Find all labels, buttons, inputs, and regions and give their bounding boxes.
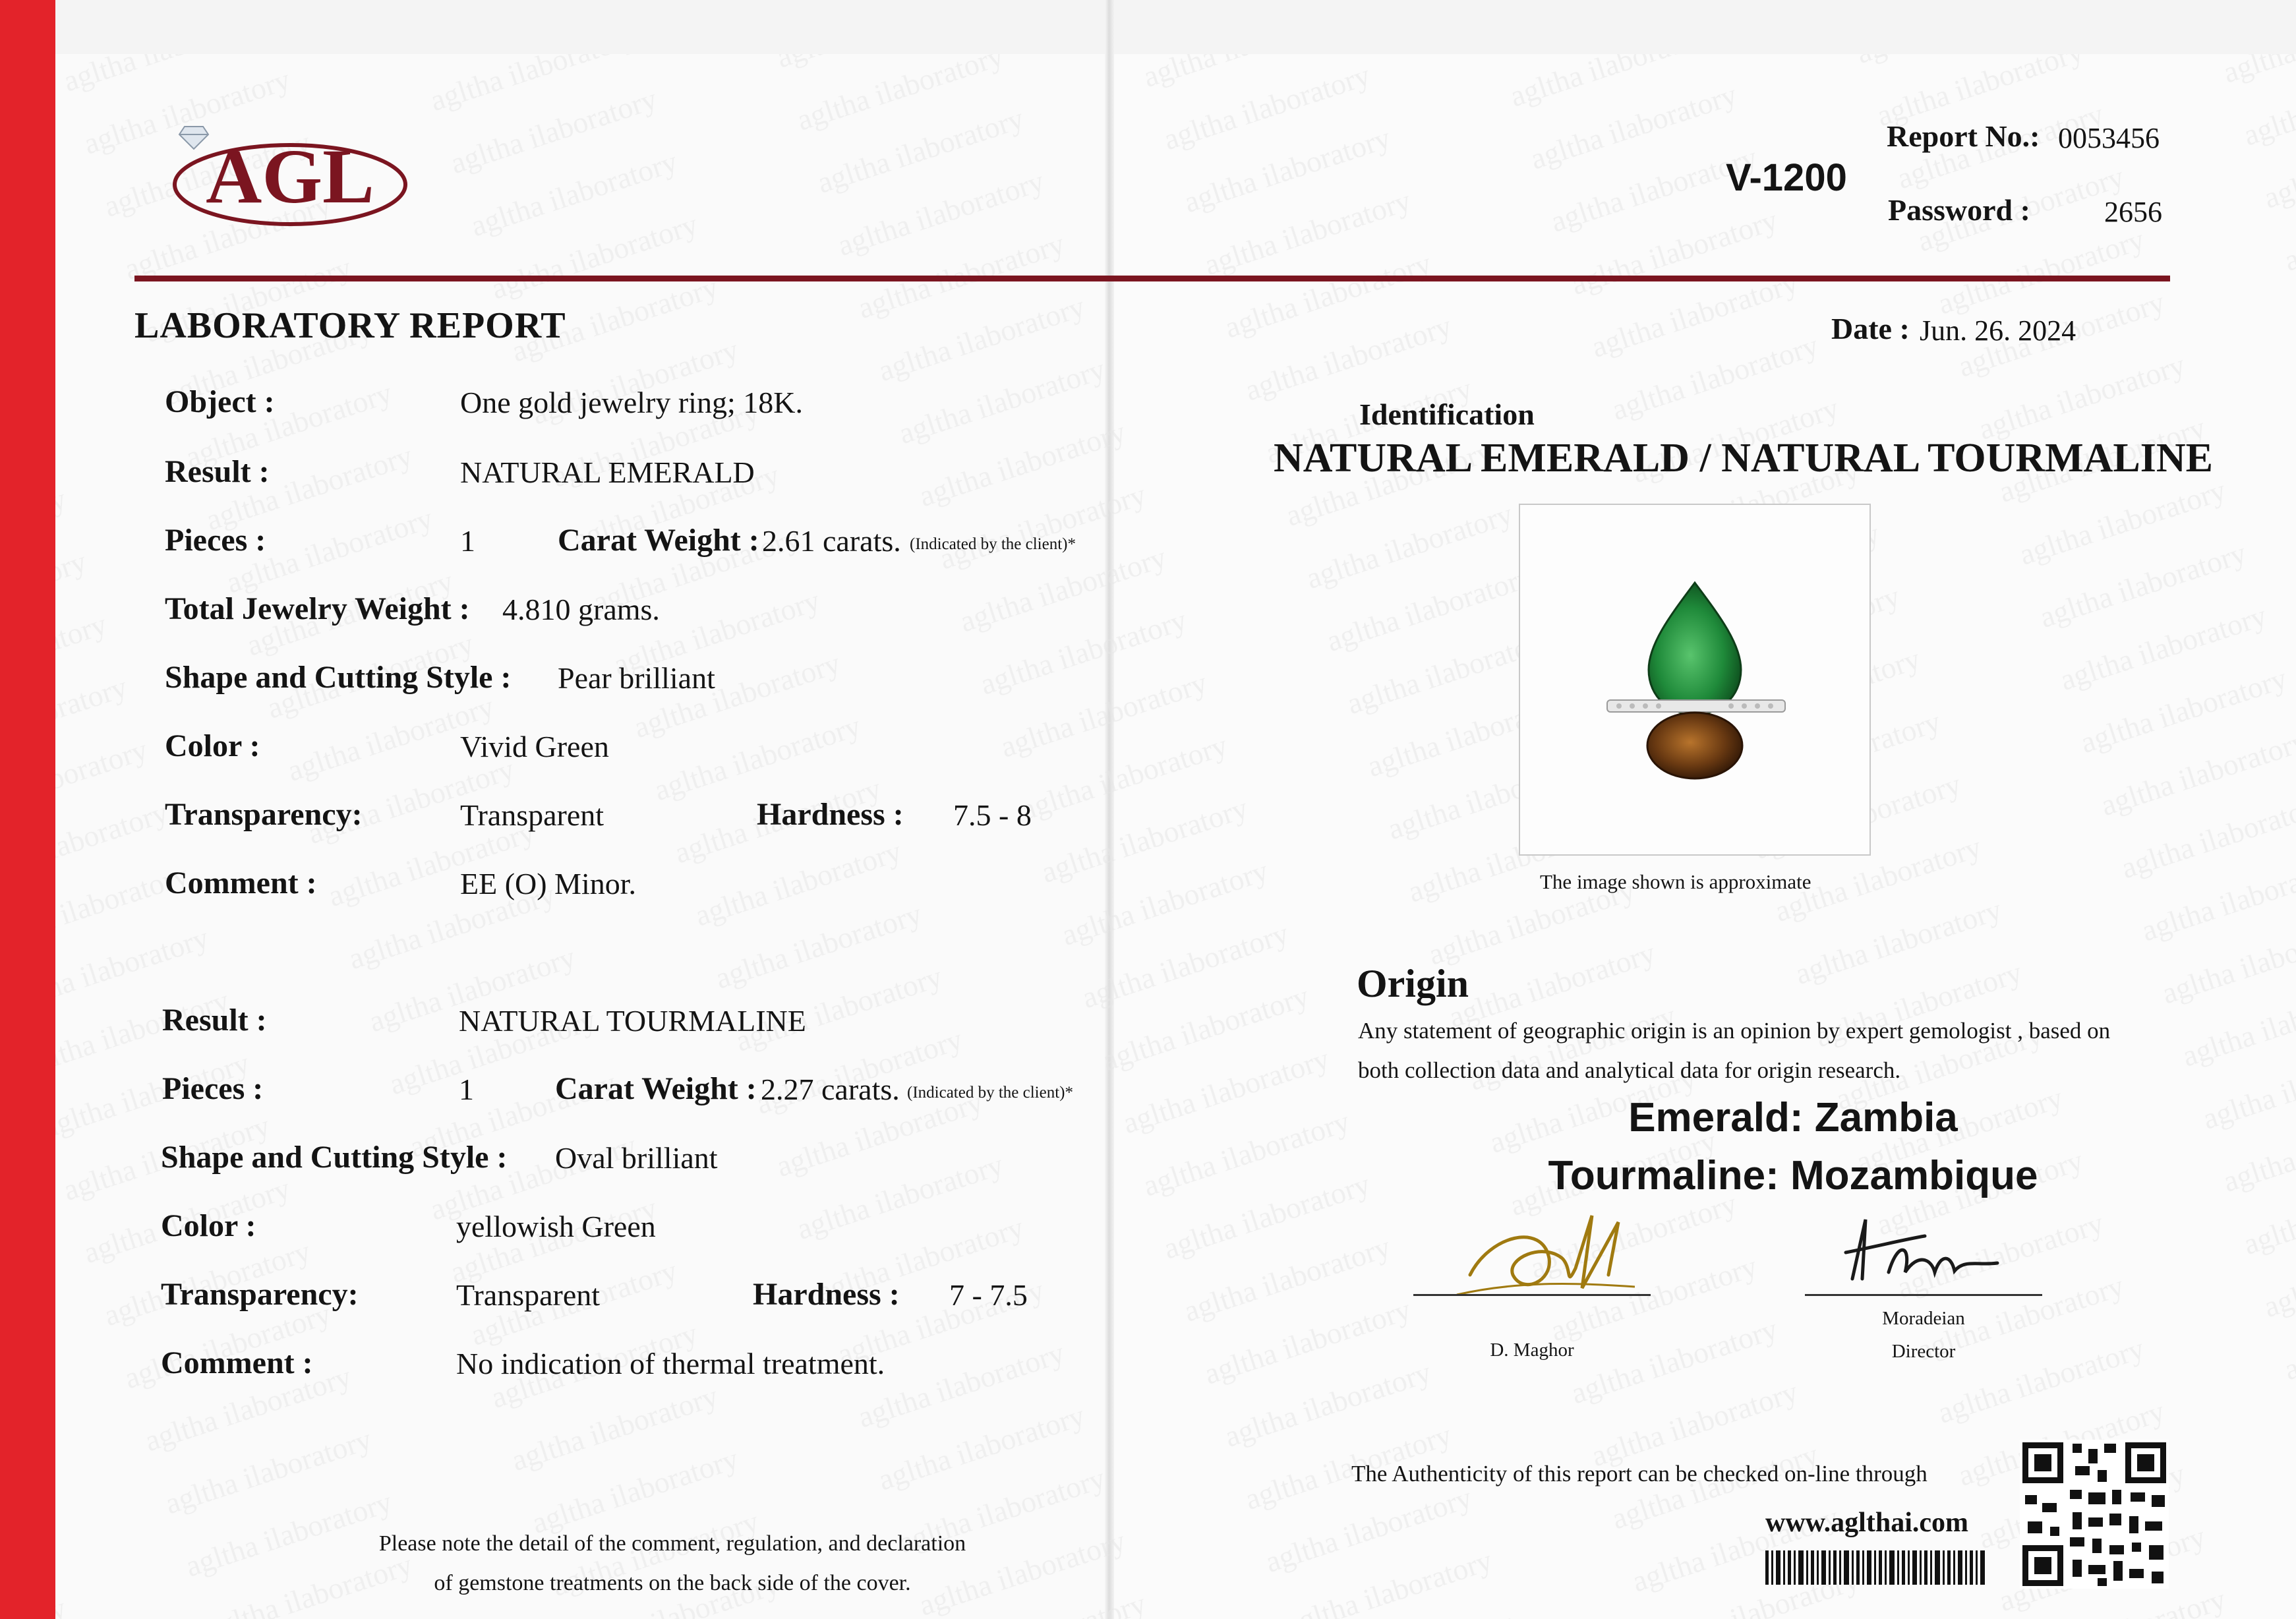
color-value: Vivid Green <box>460 730 609 763</box>
shape-value: Pear brilliant <box>558 661 715 695</box>
color-label: Color : <box>161 1208 256 1243</box>
object-label: Object : <box>165 384 275 419</box>
signature-1 <box>1450 1196 1648 1308</box>
color-value: yellowish Green <box>456 1210 656 1243</box>
authenticity-text: The Authenticity of this report can be checked on-line through <box>1351 1461 1928 1487</box>
comment-label: Comment : <box>161 1345 313 1380</box>
signature-line-1 <box>1413 1294 1651 1296</box>
origin-statement-line-2: both collection data and analytical data for origin research. <box>1358 1057 1901 1083</box>
hardness-value: 7 - 7.5 <box>949 1278 1028 1312</box>
comment-value: EE (O) Minor. <box>460 867 637 900</box>
carat-weight-label: Carat Weight : <box>555 1071 757 1106</box>
image-caption: The image shown is approximate <box>1540 870 1811 893</box>
pieces-value: 1 <box>459 1073 474 1106</box>
carat-weight-value: 2.61 carats. <box>762 524 901 558</box>
total-weight-label: Total Jewelry Weight : <box>165 591 470 626</box>
total-weight-value: 4.810 grams. <box>502 593 660 626</box>
transparency-value: Transparent <box>460 798 604 832</box>
color-label: Color : <box>165 728 260 763</box>
footnote-line-2: of gemstone treatments on the back side of the cover. <box>434 1571 911 1595</box>
signature-2 <box>1826 1200 2024 1299</box>
footnote <box>250 1524 1094 1603</box>
origin-statement-line-1: Any statement of geographic origin is an opinion by expert gemologist , based on <box>1358 1018 2111 1044</box>
transparency-value: Transparent <box>456 1278 601 1312</box>
signature-line-2 <box>1805 1294 2042 1296</box>
result-label: Result : <box>165 454 270 489</box>
origin-tourmaline: Tourmaline: Mozambique <box>1548 1153 2038 1198</box>
hardness-label: Hardness : <box>757 797 904 832</box>
agl-logo-text: AGL <box>206 133 374 220</box>
agl-logo <box>165 112 415 244</box>
origin-statement <box>1358 1011 2149 1090</box>
website-link[interactable]: www.aglthai.com <box>1765 1508 1968 1538</box>
page-top-margin <box>55 0 2296 54</box>
report-heading: LABORATORY REPORT <box>134 305 566 346</box>
carat-weight-label: Carat Weight : <box>558 523 759 558</box>
object-value: One gold jewelry ring; 18K. <box>460 386 803 419</box>
origin-emerald: Emerald: Zambia <box>1628 1095 1958 1140</box>
identification-label: Identification <box>1359 397 1535 431</box>
footnote-line-1: Please note the detail of the comment, regulation, and declaration <box>378 1531 966 1556</box>
comment-label: Comment : <box>165 866 317 900</box>
transparency-label: Transparency: <box>165 797 363 832</box>
password-value: 2656 <box>2104 196 2162 228</box>
qr-code[interactable] <box>2020 1440 2169 1589</box>
password-label: Password : <box>1888 193 2030 227</box>
result-value: NATURAL TOURMALINE <box>459 1004 806 1038</box>
pieces-label: Pieces : <box>165 523 266 558</box>
shape-value: Oval brilliant <box>555 1141 718 1175</box>
watermark-pattern <box>55 54 2296 1619</box>
pieces-value: 1 <box>460 524 475 558</box>
date-label: Date : <box>1831 312 1910 345</box>
carat-weight-value: 2.27 carats. <box>761 1073 900 1106</box>
result-label: Result : <box>162 1003 267 1038</box>
shape-label: Shape and Cutting Style : <box>165 660 512 695</box>
header-divider <box>134 276 2170 281</box>
result-value: NATURAL EMERALD <box>460 456 755 489</box>
shape-label: Shape and Cutting Style : <box>161 1140 508 1175</box>
identification-value: NATURAL EMERALD / NATURAL TOURMALINE <box>1274 436 2214 481</box>
carat-weight-note: (Indicated by the client)* <box>907 1084 1073 1102</box>
red-cover-edge <box>0 0 55 1619</box>
report-number-label: Report No.: <box>1887 119 2040 153</box>
report-number: 0053456 <box>2058 122 2160 154</box>
document-code: V-1200 <box>1726 156 1847 199</box>
date-value: Jun. 26. 2024 <box>1920 314 2076 347</box>
hardness-label: Hardness : <box>753 1277 900 1312</box>
hardness-value: 7.5 - 8 <box>953 798 1032 832</box>
signer-1-name: D. Maghor <box>1490 1339 1574 1361</box>
comment-value: No indication of thermal treatment. <box>456 1347 885 1380</box>
signer-2-name: Moradeian <box>1882 1308 1965 1329</box>
jewelry-photo <box>1519 504 1871 856</box>
carat-weight-note: (Indicated by the client)* <box>910 535 1076 553</box>
pieces-label: Pieces : <box>162 1071 264 1106</box>
barcode <box>1765 1550 1989 1585</box>
transparency-label: Transparency: <box>161 1277 359 1312</box>
signer-2-title: Director <box>1891 1341 1956 1362</box>
origin-heading: Origin <box>1357 962 1469 1005</box>
